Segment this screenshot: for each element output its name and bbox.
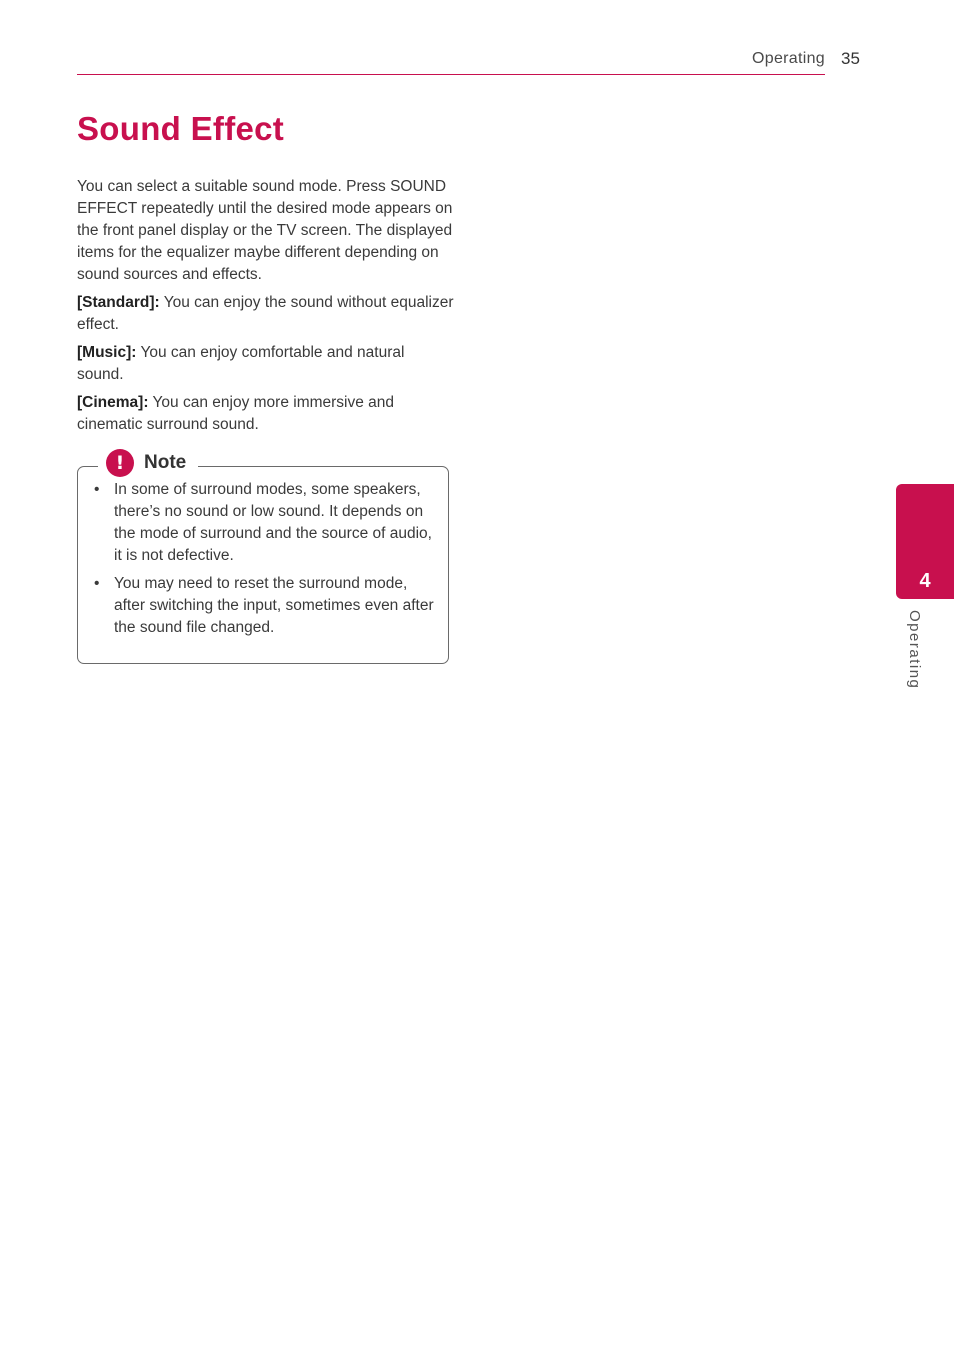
- note-list: [92, 479, 438, 645]
- note-item-text: You may need to reset the surround mode, after switching the input, sometimes even after the sound file changed.: [114, 575, 434, 636]
- intro-paragraph: You can select a suitable sound mode. Press SOUND EFFECT repeatedly until the desired mode appears on the front panel display or the TV screen. The displayed items for the equalizer maybe different depending on sound sources and effects.: [77, 178, 453, 283]
- mode-standard-text: You can enjoy the sound without equalizer effect.: [77, 294, 454, 333]
- note-box: [77, 452, 449, 664]
- mode-music-label: [Music]:: [77, 344, 137, 361]
- note-header: [98, 447, 198, 479]
- bullet-icon: •: [94, 575, 100, 592]
- chapter-label: Operating: [906, 610, 923, 690]
- exclamation-icon: !: [106, 449, 134, 477]
- page-title: Sound Effect: [77, 110, 285, 147]
- page-header: [77, 48, 825, 75]
- page-number: 35: [841, 49, 860, 68]
- mode-cinema-text: You can enjoy more immersive and cinematic surround sound.: [77, 394, 395, 433]
- note-item-text: In some of surround modes, some speakers, there’s no sound or low sound. It depends on the mode of surround and the source of audio, it is not defective.: [114, 481, 432, 564]
- note-title: Note: [144, 452, 187, 473]
- list-item: [92, 573, 438, 639]
- mode-music-text: You can enjoy comfortable and natural sound.: [77, 344, 405, 383]
- list-item: [92, 479, 438, 567]
- mode-standard: [77, 292, 455, 336]
- chapter-tab: [896, 484, 954, 599]
- mode-standard-label: [Standard]:: [77, 294, 160, 311]
- bullet-icon: •: [94, 481, 100, 498]
- mode-cinema-label: [Cinema]:: [77, 394, 149, 411]
- header-section-title: Operating: [752, 50, 825, 67]
- mode-cinema: [77, 392, 455, 436]
- body-content: [77, 176, 455, 442]
- mode-music: [77, 342, 455, 386]
- chapter-number: 4: [919, 570, 931, 592]
